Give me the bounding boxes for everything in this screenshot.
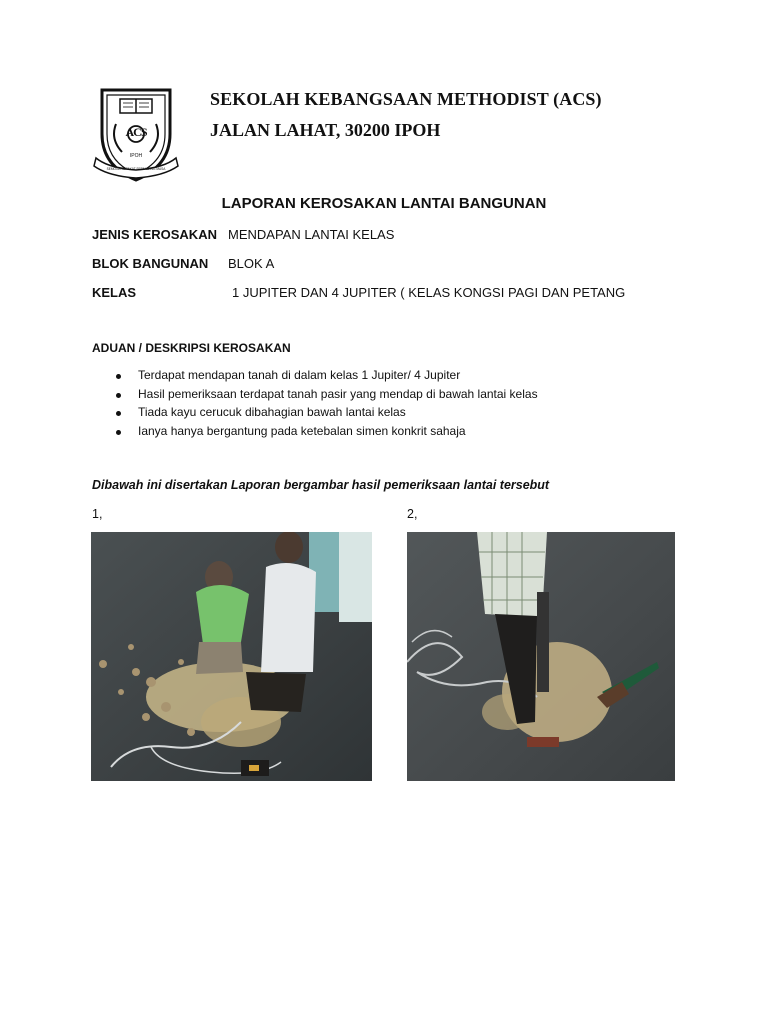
floor-inspection-photo-1 bbox=[91, 532, 372, 781]
school-logo bbox=[88, 84, 184, 188]
photos-intro: Dibawah ini disertakan Laporan bergambar hasil pemeriksaan lantai tersebut bbox=[92, 478, 550, 492]
photo-1 bbox=[91, 532, 372, 781]
floor-inspection-photo-2 bbox=[407, 532, 675, 781]
field-value: MENDAPAN LANTAI KELAS bbox=[228, 227, 395, 242]
school-name: SEKOLAH KEBANGSAAN METHODIST (ACS) bbox=[210, 89, 602, 109]
logo-monogram: ACS bbox=[125, 125, 147, 139]
photo-2-number: 2, bbox=[407, 507, 418, 521]
report-title: LAPORAN KEROSAKAN LANTAI BANGUNAN bbox=[221, 195, 547, 212]
complaints-title: ADUAN / DESKRIPSI KEROSAKAN bbox=[92, 341, 291, 355]
logo-place: IPOH bbox=[129, 153, 143, 159]
list-item: Hasil pemeriksaan terdapat tanah pasir yang mendap di bawah lantai kelas bbox=[112, 387, 538, 406]
photo-1-number: 1, bbox=[92, 507, 103, 521]
logo-motto: SEMOGA SEPAKAT SEPANJANG MASA bbox=[106, 167, 166, 171]
field-label: JENIS KEROSAKAN bbox=[92, 227, 217, 242]
field-label: BLOK BANGUNAN bbox=[92, 256, 209, 271]
field-value: BLOK A bbox=[228, 256, 275, 271]
school-address: JALAN LAHAT, 30200 IPOH bbox=[210, 120, 441, 140]
list-item: Terdapat mendapan tanah di dalam kelas 1 Jupiter/ 4 Jupiter bbox=[112, 368, 538, 387]
list-item: Ianya hanya bergantung pada ketebalan simen konkrit sahaja bbox=[112, 424, 538, 443]
list-item: Tiada kayu cerucuk dibahagian bawah lantai kelas bbox=[112, 405, 538, 424]
field-value: 1 JUPITER DAN 4 JUPITER ( KELAS KONGSI PAGI DAN PETANG bbox=[232, 285, 626, 300]
complaints-list bbox=[112, 368, 538, 442]
photo-2 bbox=[407, 532, 675, 781]
field-label: KELAS bbox=[92, 285, 137, 300]
